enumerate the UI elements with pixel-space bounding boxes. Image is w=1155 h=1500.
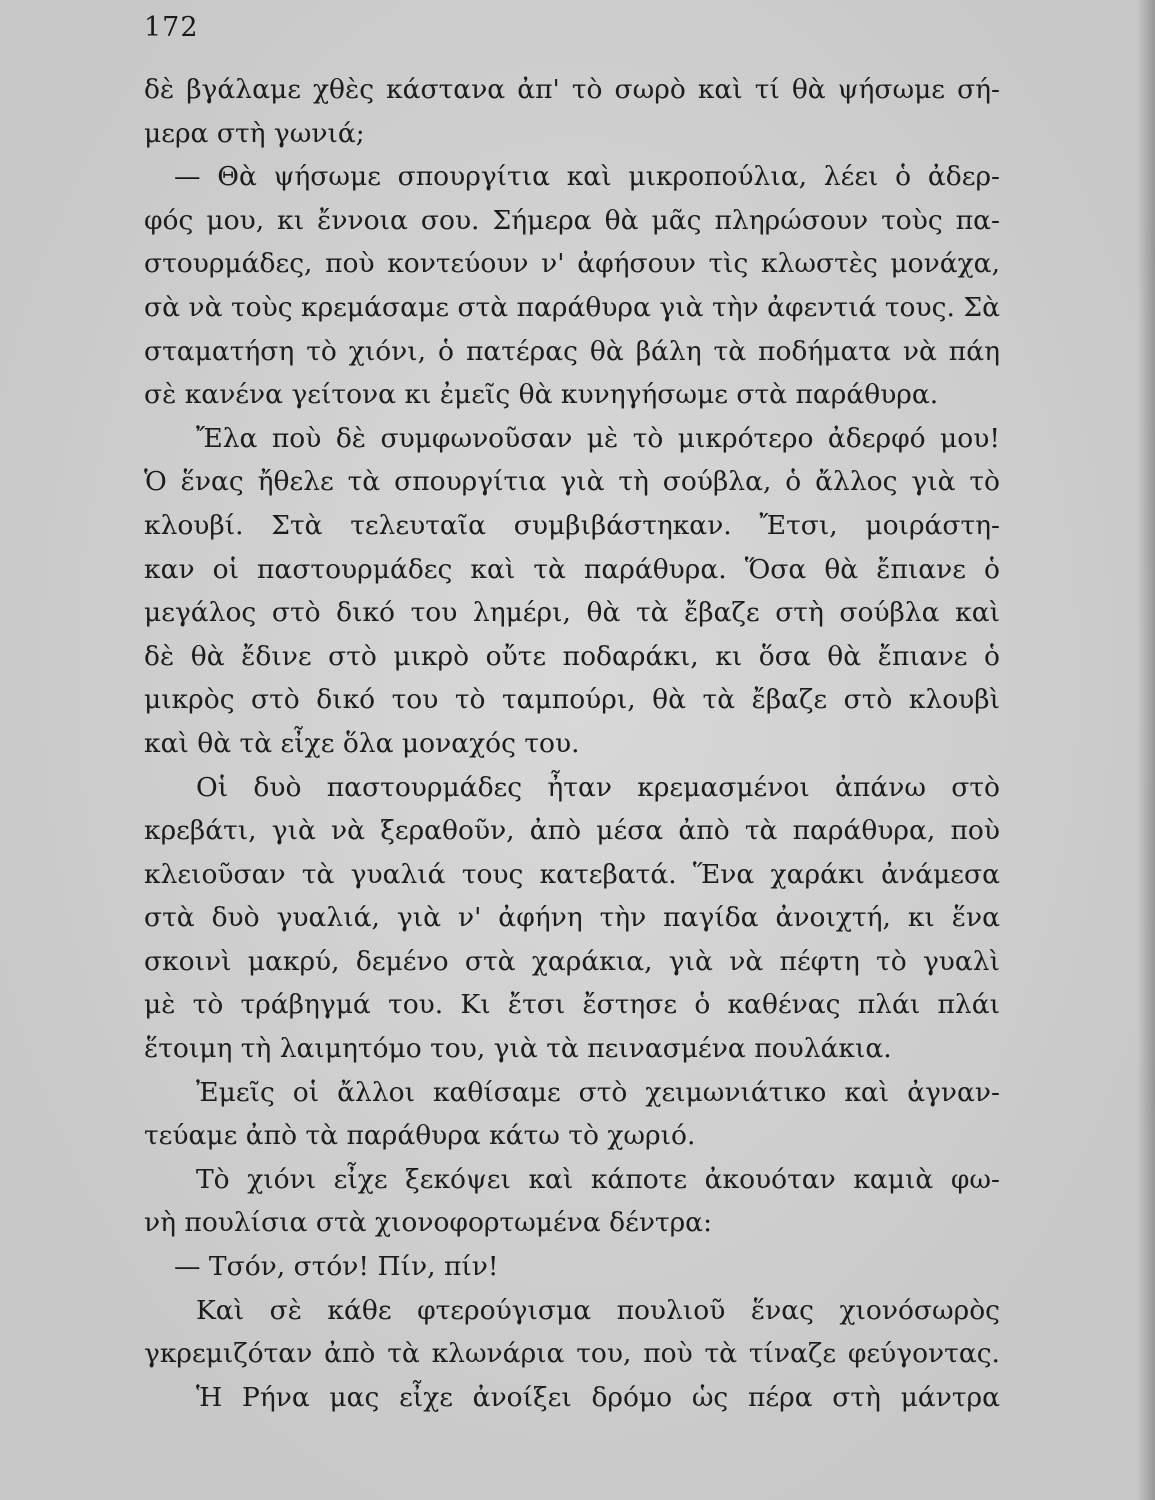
text-line: σκοινὶ μακρύ, δεμένο στὰ χαράκια, γιὰ νὰ πέφτη τὸ γυαλὶ [144,945,1000,977]
text-line: μεγάλος στὸ δικό του λημέρι, θὰ τὰ ἔβαζε στὴ σούβλα καὶ [144,597,1000,629]
page-edge-shadow [1137,0,1155,1500]
text-line: στουρμάδες, ποὺ κοντεύουν ν' ἀφήσουν τὶς κλωστὲς μονάχα, [144,248,1000,280]
body-text [144,68,1000,1419]
text-line: μὲ τὸ τράβηγμά του. Κι ἔτσι ἔστησε ὁ καθένας πλάι πλάι [144,989,1000,1021]
text-line: σὰ νὰ τοὺς κρεμάσαμε στὰ παράθυρα γιὰ τὴν ἀφεντιά τους. Σὰ [144,291,1000,323]
text-line: Καὶ σὲ κάθε φτερούγισμα πουλιοῦ ἕνας χιονόσωρὸς [196,1294,1000,1326]
text-line: κλουβί. Στὰ τελευταῖα συμβιβάστηκαν. Ἔτσι, μοιράστη- [144,509,1000,541]
text-line: κλειοῦσαν τὰ γυαλιά τους κατεβατά. Ἕνα χαράκι ἀνάμεσα [144,858,1000,890]
text-line: Ἐμεῖς οἱ ἄλλοι καθίσαμε στὸ χειμωνιάτικο καὶ ἀγναν- [196,1076,1000,1108]
text-line: σταματήση τὸ χιόνι, ὁ πατέρας θὰ βάλη τὰ ποδήματα νὰ πάη [144,335,1000,367]
page-number: 172 [144,12,199,43]
text-line: Ἡ Ρήνα μας εἶχε ἀνοίξει δρόμο ὡς πέρα στὴ μάντρα [196,1381,1000,1413]
text-line: Ὁ ἕνας ἤθελε τὰ σπουργίτια γιὰ τὴ σούβλα, ὁ ἄλλος γιὰ τὸ [144,466,1000,498]
text-line: μικρὸς στὸ δικό του τὸ ταμπούρι, θὰ τὰ ἔβαζε στὸ κλουβὶ [144,684,1000,716]
text-line: τεύαμε ἀπὸ τὰ παράθυρα κάτω τὸ χωριό. [144,1120,696,1152]
text-line: δὲ βγάλαμε χθὲς κάστανα ἀπ' τὸ σωρὸ καὶ τί θὰ ψήσωμε σή- [144,74,1000,105]
text-line: μερα στὴ γωνιά; [144,117,365,149]
text-line: Τὸ χιόνι εἶχε ξεκόψει καὶ κάποτε ἀκουόταν καμιὰ φω- [196,1163,1000,1195]
text-line: φός μου, κι ἔννοια σου. Σήμερα θὰ μᾶς πληρώσουν τοὺς πα- [144,204,1000,236]
text-line: καν οἱ παστουρμάδες καὶ τὰ παράθυρα. Ὅσα θὰ ἔπιανε ὁ [144,553,1000,585]
text-line: καὶ θὰ τὰ εἶχε ὅλα μοναχός του. [144,727,580,759]
text-line: ἕτοιμη τὴ λαιμητόμο του, γιὰ τὰ πεινασμένα πουλάκια. [144,1033,892,1065]
text-line: νὴ πουλίσια στὰ χιονοφορτωμένα δέντρα: [144,1207,713,1239]
text-line: Ἔλα ποὺ δὲ συμφωνοῦσαν μὲ τὸ μικρότερο ἀδερφό μου! [196,422,1000,454]
text-line: σὲ κανένα γείτονα κι ἐμεῖς θὰ κυνηγήσωμε στὰ παράθυρα. [144,379,939,411]
text-line: γκρεμιζόταν ἀπὸ τὰ κλωνάρια του, ποὺ τὰ τίναζε φεύγοντας. [144,1338,1000,1370]
text-line: στὰ δυὸ γυαλιά, γιὰ ν' ἀφήνη τὴν παγίδα ἀνοιχτή, κι ἕνα [144,902,1000,934]
text-line: — Τσόν, στόν! Πίν, πίν! [174,1251,499,1283]
text-line: δὲ θὰ ἔδινε στὸ μικρὸ οὔτε ποδαράκι, κι ὅσα θὰ ἔπιανε ὁ [144,640,1000,672]
text-line: Οἱ δυὸ παστουρμάδες ἦταν κρεμασμένοι ἀπάνω στὸ [196,771,1000,803]
text-line: — Θὰ ψήσωμε σπουργίτια καὶ μικροπούλια, λέει ὁ ἀδερ- [174,161,1000,193]
text-line: κρεβάτι, γιὰ νὰ ξεραθοῦν, ἀπὸ μέσα ἀπὸ τὰ παράθυρα, ποὺ [144,815,1000,847]
